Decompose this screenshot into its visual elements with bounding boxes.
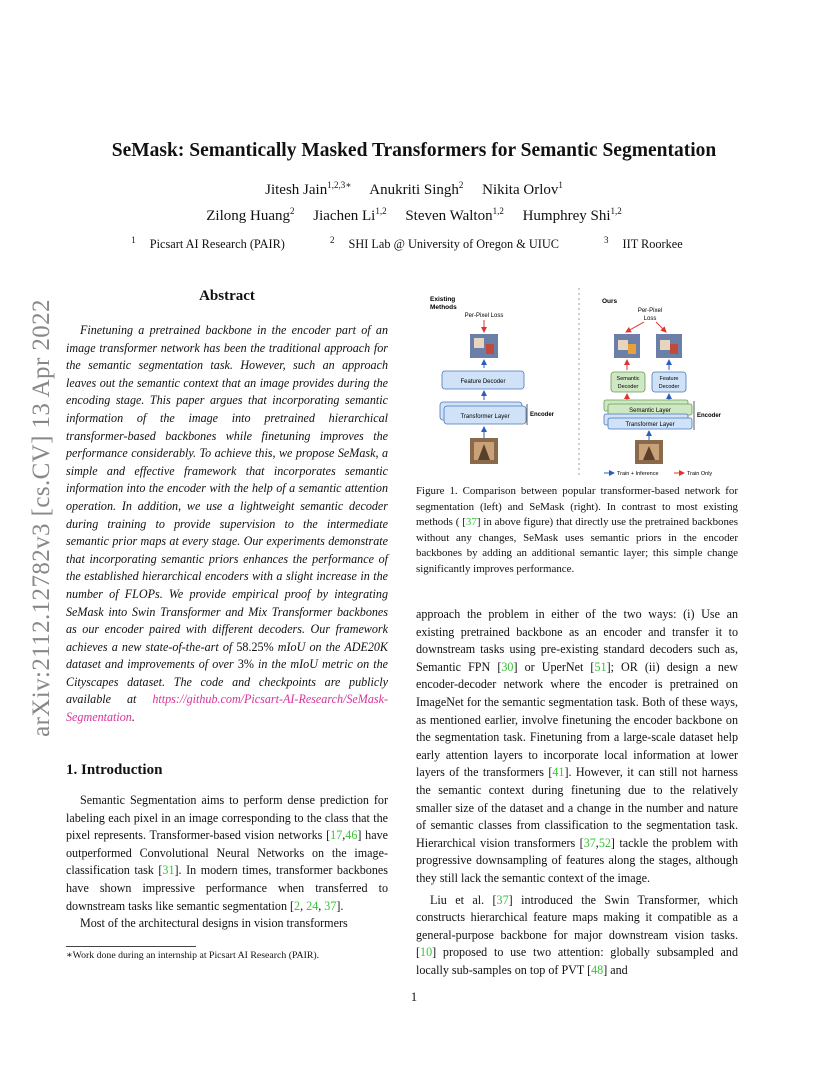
affiliations <box>0 235 828 252</box>
citation-link[interactable]: 30 <box>501 659 514 674</box>
feature-decoder-label: Feature <box>659 376 679 382</box>
section-heading-introduction: 1. Introduction <box>66 762 163 778</box>
author: Nikita Orlov$^1$ <box>482 180 563 198</box>
loss-label: Per-Pixel Loss <box>464 313 504 319</box>
abstract-heading: Abstract <box>199 288 255 304</box>
figure-1 <box>416 288 738 480</box>
arxiv-stamp <box>20 283 64 753</box>
citation-link[interactable]: 48 <box>591 962 604 977</box>
arxiv-id: arXiv:2112.12782v3 [cs.CV] 13 Apr 2022 <box>28 299 55 737</box>
right-column-body <box>416 606 738 979</box>
affiliation: $^2$ SHI Lab @ University of Oregon & UIUC <box>329 235 559 252</box>
paper-title: SeMask: Semantically Masked Transformers for Semantic Segmentation <box>111 140 717 161</box>
author: Zilong Huang$^2$ <box>206 206 295 224</box>
citation-link[interactable]: 31 <box>162 863 175 878</box>
citation-link[interactable]: 46 <box>345 828 358 843</box>
paragraph: Liu et al. [37] introduced the Swin Transformer, which constructs hierarchical feature maps making it compatible as a general-purpose backbone for major downstream vision tasks. [10] proposed to use two attention: globally subsampled and locally sub-samples on top of PVT [48] and <box>416 892 738 977</box>
semantic-decoder-label: Semantic <box>616 376 640 382</box>
left-panel-label: Methods <box>430 304 457 311</box>
author: Anukriti Singh$^2$ <box>369 180 464 198</box>
feature-decoder-label: Feature Decoder <box>460 379 506 385</box>
citation-link[interactable]: 2 <box>294 898 301 913</box>
authors-line-2 <box>0 206 828 225</box>
citation-link[interactable]: 24 <box>306 898 319 913</box>
affiliation: $^1$ Picsart AI Research (PAIR) <box>131 235 285 252</box>
encoder-label: Encoder <box>530 412 555 418</box>
feature-decoder-label: Decoder <box>658 384 680 390</box>
citation-link[interactable]: 37 <box>324 898 337 913</box>
citation-link[interactable]: 10 <box>420 945 433 960</box>
footnote-rule <box>66 946 196 947</box>
right-panel-label: Ours <box>602 298 618 305</box>
citation-link[interactable]: 17 <box>330 828 343 843</box>
paragraph: Semantic Segmentation aims to perform dense prediction for labeling each pixel in an image corresponding to the class that the pixel represents. Transformer-based vision networks [17,46] have outperformed Convolutional Neural Networks on the image-classification task [31]. In modern times, transformer backbones have shown impressive performance when transferred to downstream tasks like semantic segmentation [2, 24, 37]. <box>66 793 388 913</box>
legend-label: Train + Inference <box>617 471 659 477</box>
transformer-layer-label: Transformer Layer <box>460 414 510 420</box>
encoder-label: Encoder <box>697 413 722 419</box>
citation-link[interactable]: 52 <box>598 835 611 850</box>
paragraph: Most of the architectural designs in vision transformers <box>80 916 348 931</box>
semantic-layer-label: Semantic Layer <box>629 408 671 414</box>
author: Steven Walton$^{1,2}$ <box>405 206 504 224</box>
figure-diagram <box>416 288 738 480</box>
legend-label: Train Only <box>687 471 713 477</box>
author: Jiachen Li$^{1,2}$ <box>313 206 387 224</box>
affiliation: $^3$ IIT Roorkee <box>604 235 683 252</box>
introduction-body <box>66 792 388 933</box>
citation-link[interactable]: 41 <box>552 765 565 780</box>
loss-label: Loss <box>643 316 657 322</box>
code-link[interactable]: https://github.com/Picsart-AI-Research/SeMask-Segmentation <box>66 692 388 725</box>
left-panel-label: Existing <box>430 296 456 303</box>
footnote: ∗Work done during an internship at Picsart AI Research (PAIR). <box>66 950 320 961</box>
transformer-layer-label: Transformer Layer <box>625 422 675 428</box>
citation-link[interactable]: 37 <box>465 516 477 529</box>
paragraph: approach the problem in either of the two ways: (i) Use an existing pretrained backbone as an encoder and transfer it to downstream tasks using pre-existing standard decoders such as, Semantic FPN [30] or UperNet [51]; OR (ii) design a new encoder-decoder network where the encoder is pretrained on ImageNet for the semantic segmentation task. Both of these ways, as mentioned earlier, involve finetuning the encoder backbone on the segmentation task. Finetuning from a large-scale dataset help early attention layers to incorporate local information at lower layers of the transformers [41]. However, it can still not harness the semantic context during finetuning due to the relatively smaller size of the dataset and a change in the number and nature of semantic classes from classification to the segmentation task. Hierarchical vision transformers [37,52] tackle the problem with progressive downsampling of features along the stages, although they still lack the semantic context of the image. <box>416 607 738 885</box>
abstract-body: Finetuning a pretrained backbone in the encoder part of an image transformer network has been the traditional approach for the semantic segmentation task. However, such an approach leaves out the semantic context that an image provides during the encoding stage. This paper argues that incorporating semantic information of the image into pretrained hierarchical transformer-based backbones while finetuning improves the performance considerably. To achieve this, we propose SeMask, a simple and effective framework that incorporates semantic information into the encoder with the help of a semantic attention operation. In addition, we use a lightweight semantic decoder during training to provide supervision to the intermediate semantic prior maps at every stage. Our experiments demonstrate that incorporating semantic priors enhances the performance of the established hierarchical encoders with a slight increase in the number of FLOPs. We provide empirical proof by integrating SeMask into Swin Transformer and Mix Transformer backbones as our encoder paired with different decoders. Our framework achieves a new state-of-the-art of 58.25% mIoU on the ADE20K dataset and improvements of over 3% in the mIoU metric on the Cityscapes dataset. The code and checkpoints are publicly available at https://github.com/Picsart-AI-Research/SeMask-Segmentation. <box>66 323 388 725</box>
authors-line-1 <box>0 180 828 199</box>
citation-link[interactable]: 37 <box>583 835 596 850</box>
citation-link[interactable]: 51 <box>594 659 607 674</box>
author: Humphrey Shi$^{1,2}$ <box>522 206 622 224</box>
semantic-decoder-label: Decoder <box>617 384 639 390</box>
page-number: 1 <box>410 990 418 1004</box>
loss-label: Per-Pixel <box>637 308 663 314</box>
figure-caption: Figure 1. Comparison between popular transformer-based network for segmentation (left) and SeMask (right). In contrast to most existing methods ( [37] in above figure) that directly use the pretrained backbones without any changes, SeMask uses semantic priors in the encoder backbones by adding an additional semantic layer; this simple change significantly improves performance. <box>416 485 738 575</box>
author: Jitesh Jain$^{1,2,3∗}$ <box>265 180 352 198</box>
citation-link[interactable]: 37 <box>496 892 509 907</box>
